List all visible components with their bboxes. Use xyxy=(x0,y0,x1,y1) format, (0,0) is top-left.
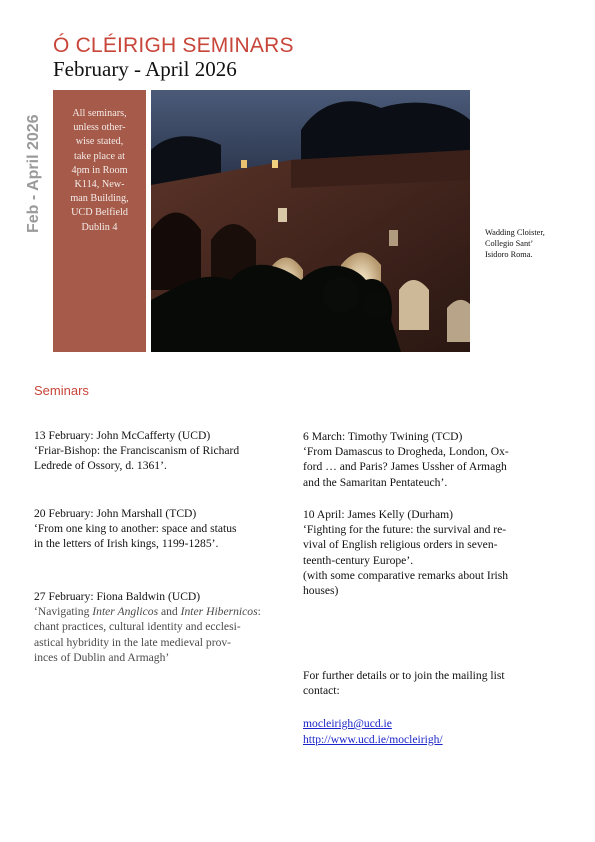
seminar-desc-line: astical hybridity in the late medieval prov- xyxy=(34,635,232,649)
contact-links xyxy=(303,716,443,748)
seminar-title: 20 February: John Marshall (TCD) xyxy=(34,507,197,520)
seminar-entry xyxy=(34,589,286,665)
seminar-desc-line: ‘Friar-Bishop: the Franciscanism of Richard xyxy=(34,444,240,458)
seminar-desc-line: ‘From Damascus to Drogheda, London, Ox- xyxy=(303,445,509,459)
side-date-label: Feb - April 2026 xyxy=(25,114,42,233)
venue-line: take place at xyxy=(74,150,125,162)
seminar-entry xyxy=(303,429,561,490)
seminar-entry xyxy=(303,507,561,598)
seminar-desc-line: and the Samaritan Pentateuch’. xyxy=(303,475,448,489)
seminar-desc-line: inces of Dublin and Armagh’ xyxy=(34,650,170,664)
seminar-desc-line: ‘Fighting for the future: the survival and re- xyxy=(303,523,507,537)
seminars-heading: Seminars xyxy=(34,383,89,398)
photo-caption xyxy=(485,227,585,260)
venue-line: man Building, xyxy=(70,193,129,205)
seminar-desc-line: in the letters of Irish kings, 1199-1285’. xyxy=(34,537,219,551)
seminar-title: 6 March: Timothy Twining (TCD) xyxy=(303,430,463,443)
venue-info-box xyxy=(53,90,146,352)
cloister-photo-illustration xyxy=(151,90,470,352)
seminar-desc-line: vival of English religious orders in seven- xyxy=(303,538,498,552)
venue-line: wise stated, xyxy=(75,136,124,148)
page-subtitle: February - April 2026 xyxy=(53,57,237,81)
caption-line: Isidoro Roma. xyxy=(485,250,533,259)
desc-part-italic: Inter Hibernicos xyxy=(180,605,258,619)
email-link[interactable]: mocleirigh@ucd.ie xyxy=(303,717,392,730)
seminar-desc-line: houses) xyxy=(303,584,339,598)
desc-part: : xyxy=(257,605,261,619)
caption-line: Wadding Cloister, xyxy=(485,228,545,237)
seminar-entry xyxy=(34,428,286,474)
venue-line: unless other- xyxy=(73,122,126,134)
seminar-desc-line xyxy=(34,604,286,619)
venue-line: 4pm in Room xyxy=(71,164,128,176)
contact-text xyxy=(303,668,561,698)
seminar-title: 10 April: James Kelly (Durham) xyxy=(303,508,454,521)
page-title: Ó CLÉIRIGH SEMINARS xyxy=(53,34,294,57)
seminar-title: 13 February: John McCafferty (UCD) xyxy=(34,429,211,442)
seminar-desc-line: Ledrede of Ossory, d. 1361’. xyxy=(34,459,167,473)
venue-line: All seminars, xyxy=(72,108,127,119)
seminar-desc-line: ford … and Paris? James Ussher of Armagh xyxy=(303,460,507,474)
seminar-desc-line: chant practices, cultural identity and ecclesi- xyxy=(34,620,241,634)
venue-line: K114, New- xyxy=(74,179,125,191)
seminar-desc-line: (with some comparative remarks about Irish xyxy=(303,568,509,582)
seminar-entry xyxy=(34,506,286,552)
seminar-desc-line: ‘From one king to another: space and status xyxy=(34,522,237,536)
seminar-title: 27 February: Fiona Baldwin (UCD) xyxy=(34,590,201,603)
seminar-desc-line: teenth-century Europe’. xyxy=(303,553,414,567)
contact-line: contact: xyxy=(303,684,340,698)
venue-line: Dublin 4 xyxy=(81,221,118,233)
desc-part-italic: Inter Anglicos xyxy=(92,605,159,619)
desc-part: and xyxy=(158,605,181,619)
venue-line: UCD Belfield xyxy=(71,207,128,219)
desc-part: ‘Navigating xyxy=(34,605,93,619)
contact-line: For further details or to join the mailing list xyxy=(303,669,505,682)
cloister-photo xyxy=(151,90,470,352)
caption-line: Collegio Sant’ xyxy=(485,239,534,248)
website-link[interactable]: http://www.ucd.ie/mocleirigh/ xyxy=(303,733,443,746)
